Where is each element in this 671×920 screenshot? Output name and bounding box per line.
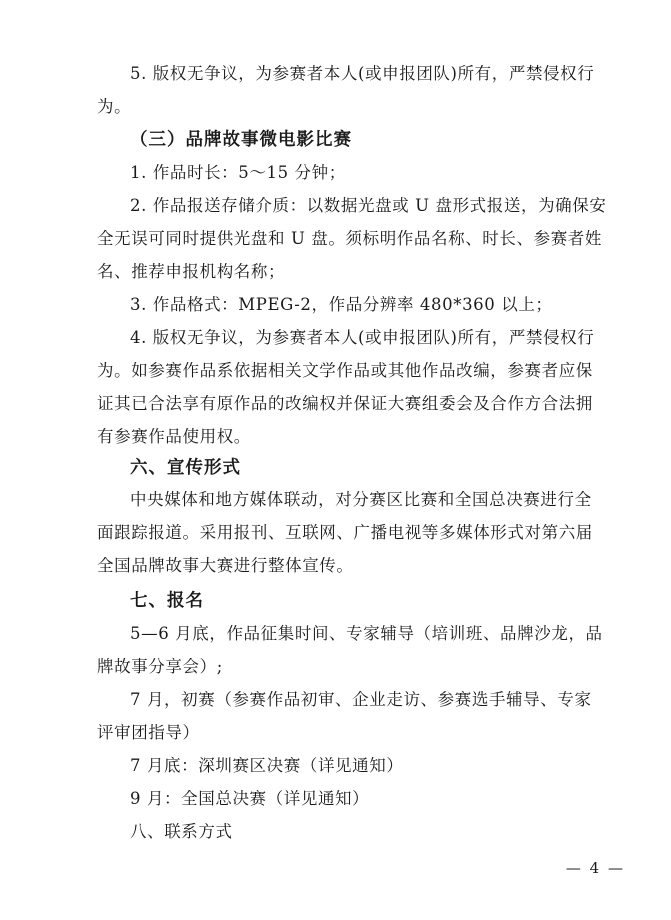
- paragraph-line: 名、推荐申报机构名称；: [97, 262, 286, 281]
- paragraph-line: 9 月：全国总决赛（详见通知）: [130, 789, 370, 808]
- paragraph-line: 7 月，初赛（参赛作品初审、企业走访、参赛选手辅导、专家: [130, 690, 592, 709]
- paragraph-line: 4. 版权无争议，为参赛者本人(或申报团队)所有，严禁侵权行: [130, 328, 595, 347]
- paragraph-line: 3. 作品格式：MPEG-2，作品分辨率 480*360 以上；: [130, 295, 553, 314]
- paragraph-line: 5—6 月底，作品征集时间、专家辅导（培训班、品牌沙龙，品: [130, 624, 603, 643]
- paragraph-line: 全无误可同时提供光盘和 U 盘。须标明作品名称、时长、参赛者姓: [97, 229, 602, 248]
- section-heading: 六、宣传形式: [130, 458, 241, 478]
- paragraph-line: 有参赛作品使用权。: [97, 427, 251, 446]
- paragraph-line: 牌故事分享会）;: [97, 657, 223, 676]
- paragraph-line: 为。如参赛作品系依据相关文学作品或其他作品改编，参赛者应保: [97, 361, 593, 380]
- paragraph-line: 7 月底：深圳赛区决赛（详见通知）: [130, 756, 404, 775]
- paragraph-line: 证其已合法享有原作品的改编权并保证大赛组委会及合作方合法拥: [97, 394, 593, 413]
- paragraph-line: 1. 作品时长：5～15 分钟；: [130, 163, 346, 182]
- section-heading: 七、报名: [130, 591, 204, 611]
- paragraph-line: 2. 作品报送存储介质：以数据光盘或 U 盘形式报送，为确保安: [130, 196, 607, 215]
- paragraph-line: 面跟踪报道。采用报刊、互联网、广播电视等多媒体形式对第六届: [97, 523, 593, 542]
- paragraph-line: 评审团指导）: [97, 723, 200, 742]
- section-heading: 八、联系方式: [130, 822, 233, 841]
- paragraph-line: 5. 版权无争议，为参赛者本人(或申报团队)所有，严禁侵权行: [130, 64, 595, 83]
- page-number: — 4 —: [565, 859, 625, 877]
- paragraph-line: 中央媒体和地方媒体联动，对分赛区比赛和全国总决赛进行全: [130, 490, 592, 509]
- section-heading: （三）品牌故事微电影比赛: [130, 130, 352, 150]
- paragraph-line: 为。: [97, 97, 132, 116]
- paragraph-line: 全国品牌故事大赛进行整体宣传。: [97, 556, 354, 575]
